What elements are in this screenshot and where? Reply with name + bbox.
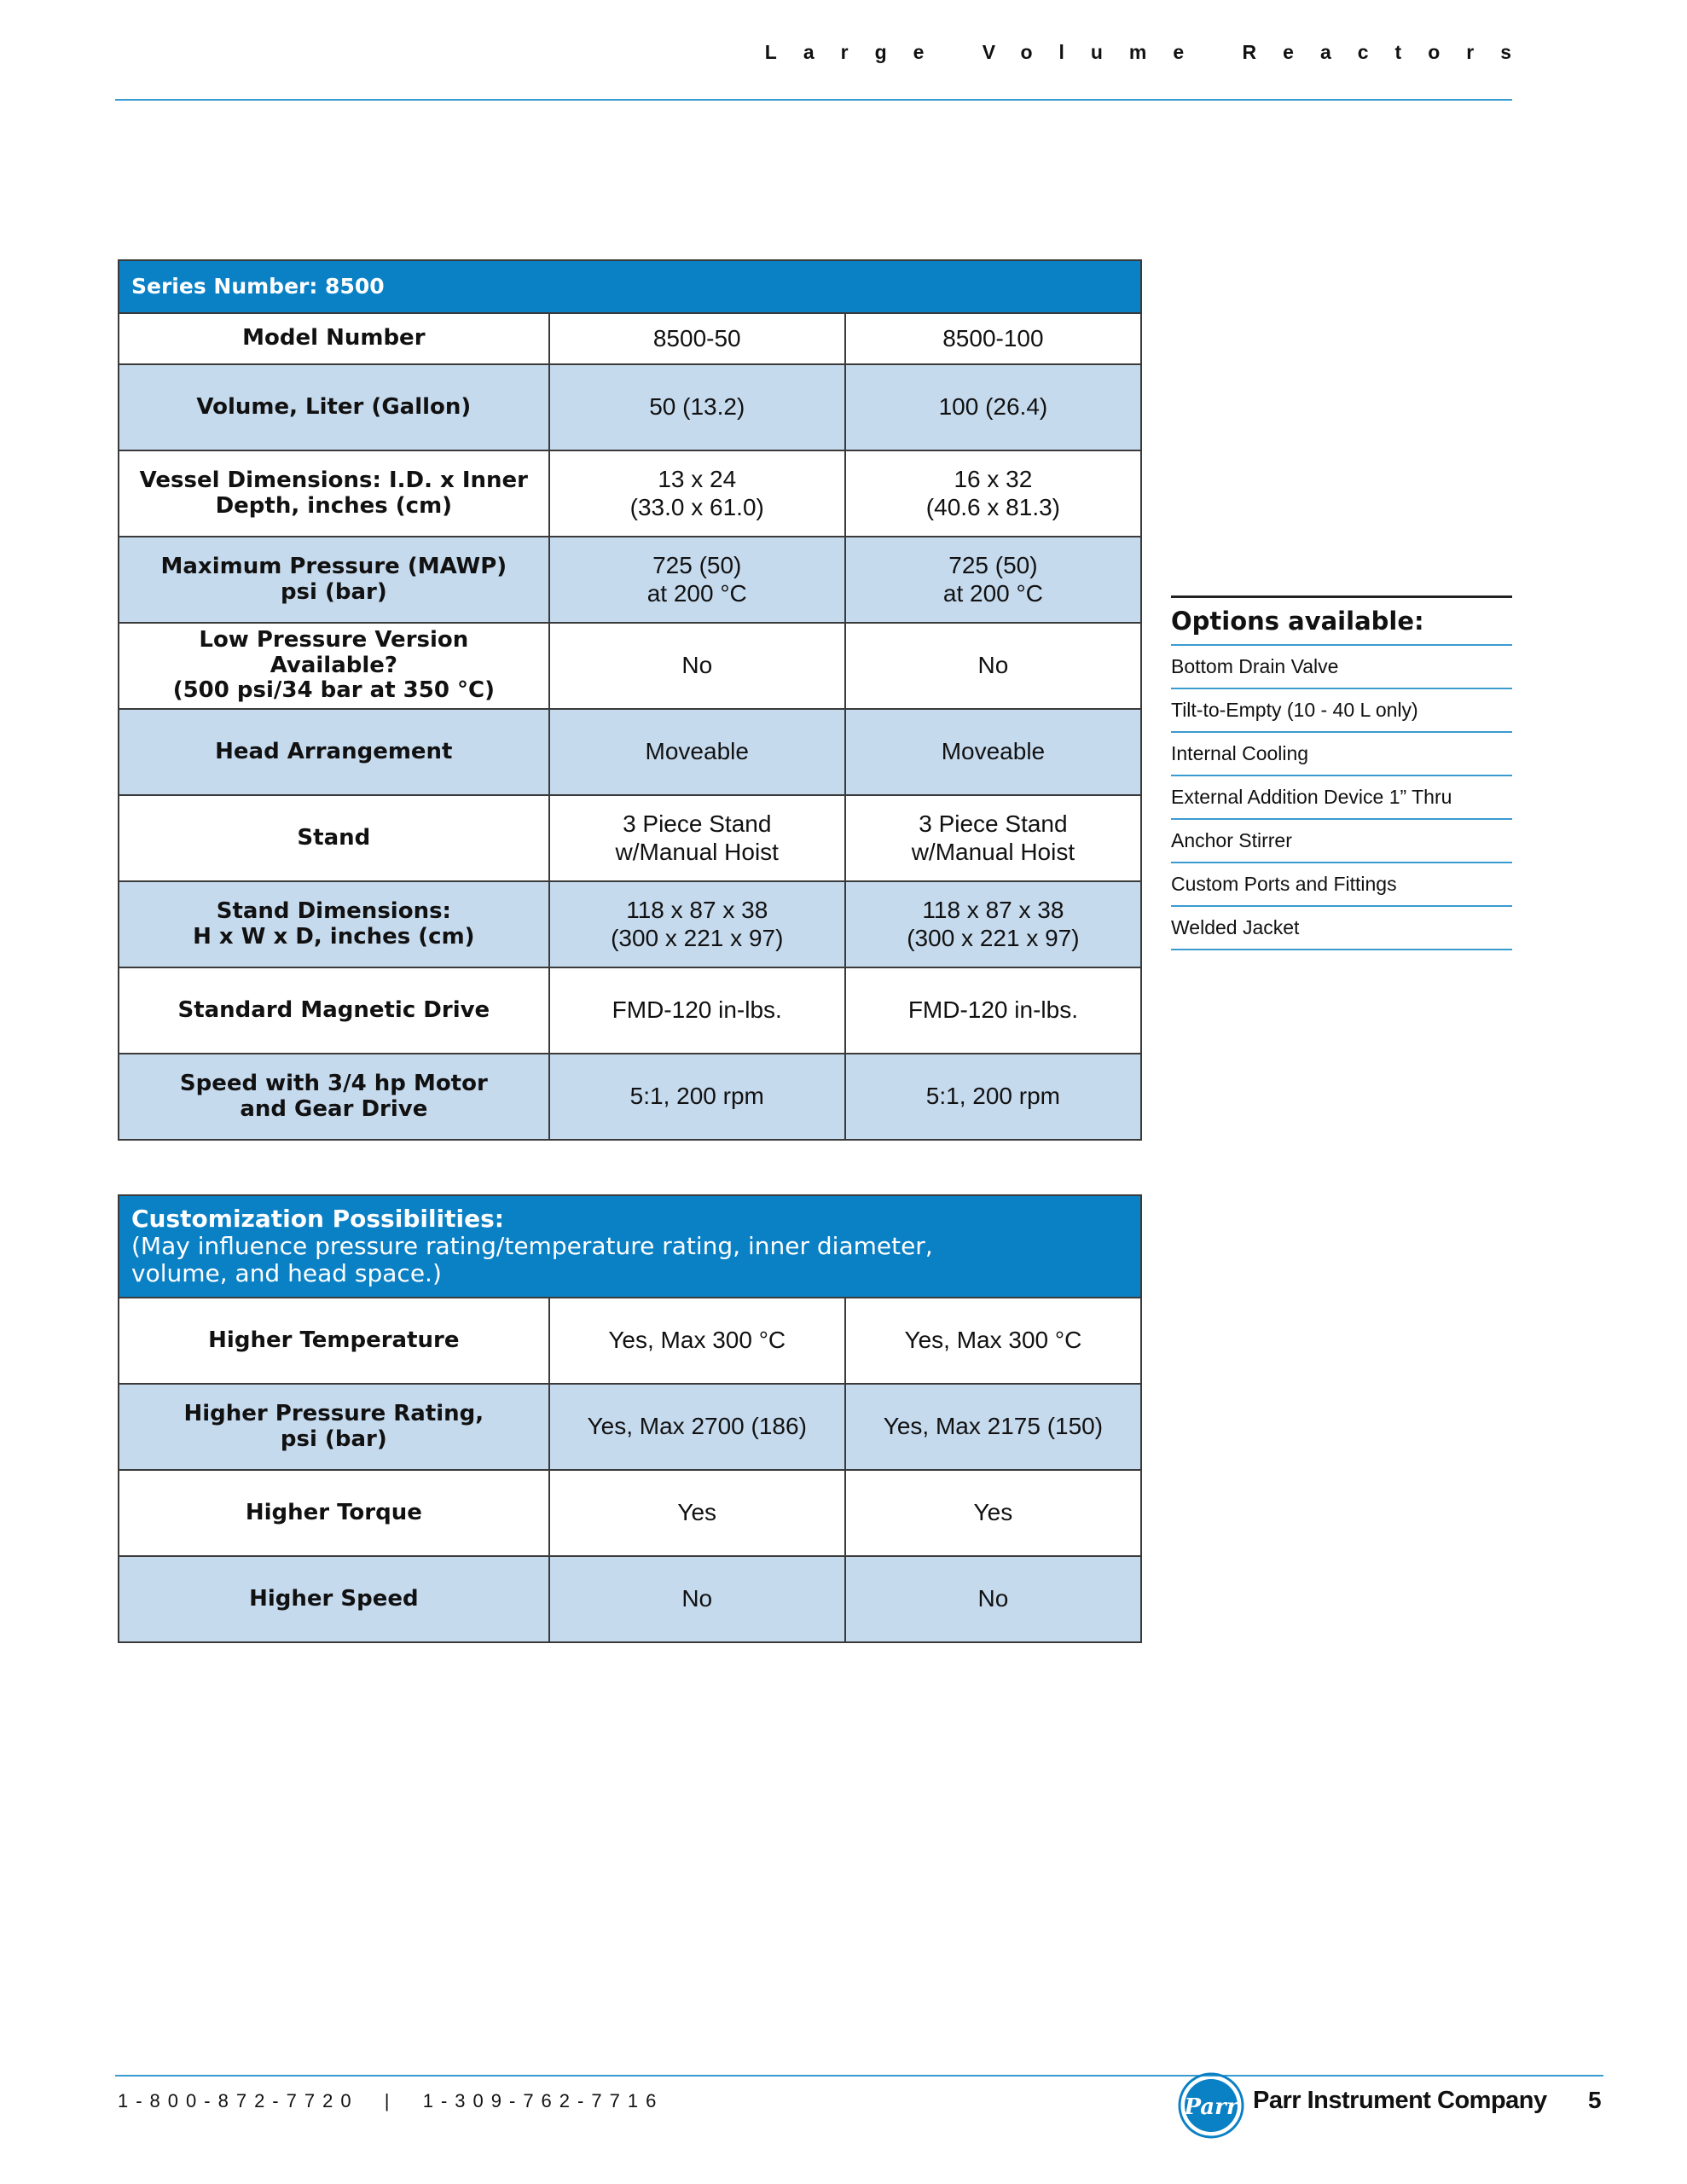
customization-table-cell: Yes, Max 2700 (186) [549, 1384, 845, 1470]
spec-table-cell: 118 x 87 x 38 (300 x 221 x 97) [845, 881, 1141, 967]
spec-table-cell: No [549, 623, 845, 709]
option-item: Tilt-to-Empty (10 - 40 L only) [1171, 689, 1512, 733]
spec-table-row-label: Standard Magnetic Drive [119, 967, 549, 1054]
spec-table-row-label: Head Arrangement [119, 709, 549, 795]
customization-table-row [119, 1298, 1141, 1384]
spec-table-cell: 3 Piece Stand w/Manual Hoist [549, 795, 845, 881]
footer-phone-numbers: 1-800-872-7720 | 1-309-762-7716 [118, 2090, 664, 2111]
spec-table-cell: 725 (50) at 200 °C [845, 537, 1141, 623]
customization-table-cell: No [549, 1556, 845, 1642]
spec-table-cell: FMD-120 in-lbs. [549, 967, 845, 1054]
customization-subtitle: (May influence pressure rating/temperature rating, inner diameter, volume, and head space.) [131, 1231, 933, 1288]
spec-table-row-label: Vessel Dimensions: I.D. x Inner Depth, inches (cm) [119, 450, 549, 537]
customization-table-cell: Yes [549, 1470, 845, 1556]
customization-table-cell: Yes, Max 300 °C [549, 1298, 845, 1384]
page-header-title: Large Volume Reactors [764, 41, 1538, 63]
spec-table-row [119, 1054, 1141, 1140]
customization-table-cell: No [845, 1556, 1141, 1642]
header-divider [115, 99, 1512, 101]
spec-table-row-label: Low Pressure Version Available? (500 psi/34 bar at 350 °C) [119, 623, 549, 709]
spec-table-cell: Moveable [549, 709, 845, 795]
option-item: Welded Jacket [1171, 907, 1512, 950]
parr-logo-text: Parr [1184, 2094, 1238, 2120]
spec-table-cell: 16 x 32 (40.6 x 81.3) [845, 450, 1141, 537]
customization-table-row-label: Higher Pressure Rating, psi (bar) [119, 1384, 549, 1470]
customization-table-row-label: Higher Speed [119, 1556, 549, 1642]
spec-table-cell: 5:1, 200 rpm [549, 1054, 845, 1140]
spec-table-row [119, 623, 1141, 709]
spec-table-row-label: Stand [119, 795, 549, 881]
customization-table-row [119, 1470, 1141, 1556]
company-name: Parr Instrument Company [1253, 2087, 1547, 2114]
customization-table-cell: Yes [845, 1470, 1141, 1556]
option-item: External Addition Device 1” Thru [1171, 776, 1512, 820]
spec-table-row [119, 364, 1141, 450]
options-title: Options available: [1171, 598, 1512, 646]
spec-table-cell: No [845, 623, 1141, 709]
spec-table-cell: FMD-120 in-lbs. [845, 967, 1141, 1054]
spec-table-cell: 3 Piece Stand w/Manual Hoist [845, 795, 1141, 881]
spec-table [118, 259, 1142, 1141]
customization-table-row [119, 1384, 1141, 1470]
spec-table-row [119, 967, 1141, 1054]
option-item: Custom Ports and Fittings [1171, 863, 1512, 907]
customization-table-header [119, 1195, 1141, 1298]
spec-table-cell: 100 (26.4) [845, 364, 1141, 450]
spec-table-cell: 725 (50) at 200 °C [549, 537, 845, 623]
spec-table-cell: Moveable [845, 709, 1141, 795]
customization-title: Customization Possibilities: [131, 1204, 504, 1233]
spec-table-cell: 50 (13.2) [549, 364, 845, 450]
spec-table-row-label: Model Number [119, 313, 549, 364]
spec-table-row-label: Speed with 3/4 hp Motor and Gear Drive [119, 1054, 549, 1140]
footer-divider [115, 2075, 1603, 2077]
spec-table-cell: 118 x 87 x 38 (300 x 221 x 97) [549, 881, 845, 967]
option-item: Bottom Drain Valve [1171, 646, 1512, 689]
spec-table-title: Series Number: 8500 [119, 260, 1141, 313]
spec-table-cell: 5:1, 200 rpm [845, 1054, 1141, 1140]
customization-table-row-label: Higher Torque [119, 1470, 549, 1556]
spec-table-row [119, 450, 1141, 537]
options-list [1171, 646, 1512, 950]
parr-logo-icon [1177, 2071, 1245, 2140]
option-item: Internal Cooling [1171, 733, 1512, 776]
spec-table-row [119, 709, 1141, 795]
spec-table-row-label: Stand Dimensions: H x W x D, inches (cm) [119, 881, 549, 967]
page-number: 5 [1588, 2087, 1602, 2113]
customization-table-row [119, 1556, 1141, 1642]
spec-table-row-label: Volume, Liter (Gallon) [119, 364, 549, 450]
spec-table-cell: 8500-50 [549, 313, 845, 364]
spec-table-cell: 13 x 24 (33.0 x 61.0) [549, 450, 845, 537]
spec-table-row [119, 881, 1141, 967]
customization-table-cell: Yes, Max 300 °C [845, 1298, 1141, 1384]
option-item: Anchor Stirrer [1171, 820, 1512, 863]
spec-table-row [119, 537, 1141, 623]
spec-table-row [119, 795, 1141, 881]
customization-table-row-label: Higher Temperature [119, 1298, 549, 1384]
customization-table-cell: Yes, Max 2175 (150) [845, 1384, 1141, 1470]
customization-table [118, 1194, 1142, 1643]
spec-table-cell: 8500-100 [845, 313, 1141, 364]
spec-table-row [119, 313, 1141, 364]
options-panel [1171, 595, 1512, 950]
spec-table-row-label: Maximum Pressure (MAWP) psi (bar) [119, 537, 549, 623]
